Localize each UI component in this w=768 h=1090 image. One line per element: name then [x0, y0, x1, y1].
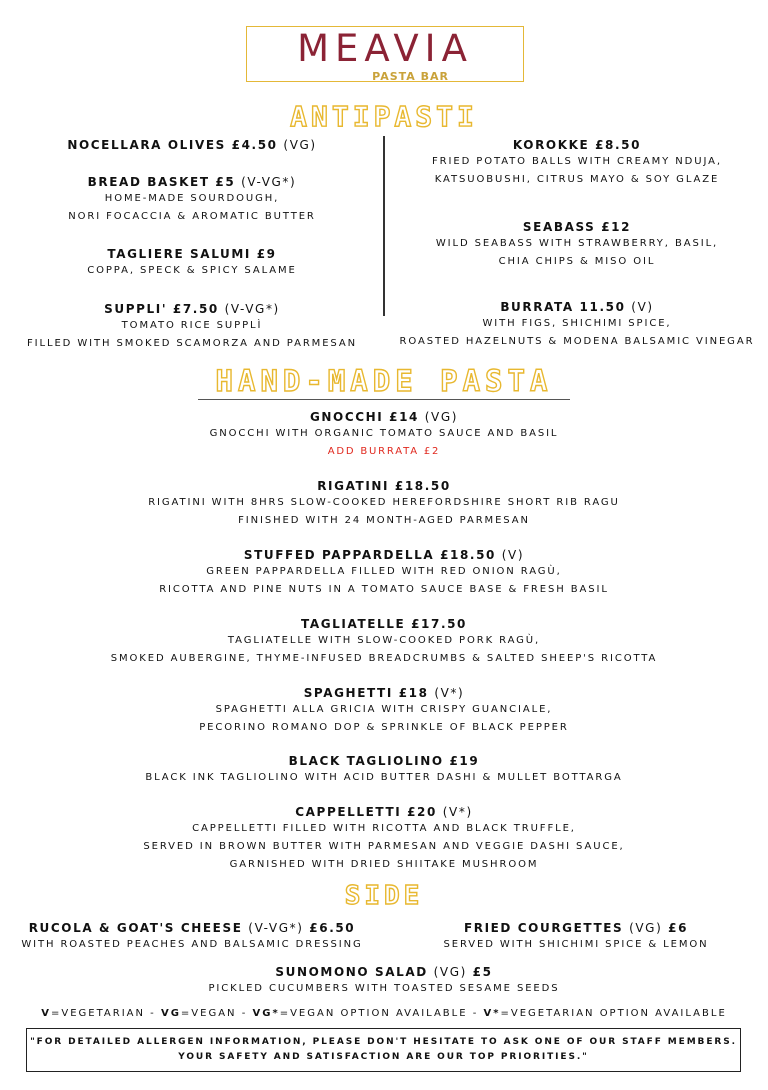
item-description: GNOCCHI WITH ORGANIC TOMATO SAUCE AND BASIL: [209, 428, 559, 439]
item-name: [0, 964, 768, 980]
restaurant-logo: [246, 26, 524, 82]
legend-key: VG*: [252, 1008, 280, 1019]
menu-item: [0, 753, 768, 787]
item-description: WITH FIGS, SHICHIMI SPICE,: [482, 318, 672, 329]
item-name-text: GNOCCHI £14: [309, 410, 419, 424]
allergen-note-line-1: "FOR DETAILED ALLERGEN INFORMATION, PLEASE DON'T HESITATE TO ASK ONE OF OUR STAFF MEMBERS.: [30, 1037, 737, 1047]
menu-item: [0, 174, 384, 226]
item-name: [0, 616, 768, 632]
item-name-text: KOROKKE £8.50: [512, 138, 642, 152]
item-name-text: RUCOLA & GOAT'S CHEESE: [28, 921, 243, 935]
item-description: RICOTTA AND PINE NUTS IN A TOMATO SAUCE BASE & FRESH BASIL: [159, 584, 609, 595]
item-description: CAPPELLETTI FILLED WITH RICOTTA AND BLACK TRUFFLE,: [192, 823, 576, 834]
item-description: BLACK INK TAGLIOLINO WITH ACID BUTTER DASHI & MULLET BOTTARGA: [145, 772, 623, 783]
item-description: FILLED WITH SMOKED SCAMORZA AND PARMESAN: [27, 338, 357, 349]
legend-text: VEGETARIAN OPTION AVAILABLE: [510, 1008, 727, 1019]
item-diet-tag: (VG): [433, 965, 467, 979]
legend-text: VEGAN OPTION AVAILABLE: [290, 1008, 468, 1019]
item-description: FRIED POTATO BALLS WITH CREAMY NDUJA,: [432, 156, 722, 167]
menu-item: [0, 804, 768, 874]
legend-separator: -: [467, 1008, 484, 1019]
item-name: [0, 804, 768, 820]
item-name: [0, 301, 384, 317]
item-description: FINISHED WITH 24 MONTH-AGED PARMESAN: [238, 515, 530, 526]
menu-item: [0, 685, 768, 737]
item-description: CHIA CHIPS & MISO OIL: [498, 256, 656, 267]
dietary-legend: [0, 1008, 768, 1019]
item-diet-tag: (V): [501, 548, 525, 562]
item-name-text: BLACK TAGLIOLINO £19: [288, 754, 480, 768]
item-description: PICKLED CUCUMBERS WITH TOASTED SESAME SEEDS: [208, 983, 560, 994]
item-name-text: BREAD BASKET £5: [87, 175, 236, 189]
menu-item: [386, 299, 768, 351]
item-name-text: FRIED COURGETTES: [463, 921, 624, 935]
item-name: [0, 137, 384, 153]
legend-key: VG: [160, 1008, 181, 1019]
menu-item: [0, 137, 384, 153]
item-diet-tag: (V): [631, 300, 654, 314]
legend-key: V*: [483, 1008, 501, 1019]
item-description: SPAGHETTI ALLA GRICIA WITH CRISPY GUANCIALE,: [215, 704, 553, 715]
item-name-text: NOCELLARA OLIVES £4.50: [67, 138, 278, 152]
menu-item: [0, 920, 384, 954]
item-name-text: SEABASS £12: [522, 220, 632, 234]
item-addon: ADD BURRATA £2: [327, 446, 441, 457]
item-name: [0, 246, 384, 262]
item-description: WITH ROASTED PEACHES AND BALSAMIC DRESSING: [21, 939, 363, 950]
legend-text: VEGETARIAN: [61, 1008, 145, 1019]
item-description: NORI FOCACCIA & AROMATIC BUTTER: [68, 211, 316, 222]
item-name-text: SUNOMONO SALAD: [275, 965, 428, 979]
allergen-note-line-2: YOUR SAFETY AND SATISFACTION ARE OUR TOP PRIORITIES.": [178, 1052, 589, 1062]
column-divider: [383, 136, 385, 316]
menu-item: [384, 920, 768, 954]
item-name: [0, 920, 384, 936]
item-description: WILD SEABASS WITH STRAWBERRY, BASIL,: [435, 238, 719, 249]
item-description: SERVED IN BROWN BUTTER WITH PARMESAN AND VEGGIE DASHI SAUCE,: [143, 841, 625, 852]
item-description: GREEN PAPPARDELLA FILLED WITH RED ONION RAGÙ,: [206, 566, 562, 577]
allergen-note-box: [26, 1028, 741, 1072]
item-description: RIGATINI WITH 8HRS SLOW-COOKED HEREFORDSHIRE SHORT RIB RAGU: [148, 497, 620, 508]
legend-equals: =: [279, 1008, 291, 1019]
legend-text: VEGAN: [191, 1008, 237, 1019]
item-description: GARNISHED WITH DRIED SHIITAKE MUSHROOM: [229, 859, 539, 870]
item-name: [0, 174, 384, 190]
item-name: [386, 299, 768, 315]
item-description: PECORINO ROMANO DOP & SPRINKLE OF BLACK PEPPER: [199, 722, 569, 733]
menu-item: [386, 219, 768, 271]
menu-item: [0, 616, 768, 668]
item-name-text: TAGLIATELLE £17.50: [300, 617, 467, 631]
item-name: [0, 753, 768, 769]
item-name-text: SUPPLI' £7.50: [104, 302, 219, 316]
item-name: [386, 219, 768, 235]
item-name: [0, 478, 768, 494]
item-description: SMOKED AUBERGINE, THYME-INFUSED BREADCRUMBS & SALTED SHEEP'S RICOTTA: [110, 653, 658, 664]
item-diet-tag: (V-VG*): [248, 921, 304, 935]
menu-item: [0, 301, 384, 353]
item-price: £5: [472, 965, 493, 979]
item-diet-tag: (V-VG*): [224, 302, 280, 316]
item-name-text: TAGLIERE SALUMI £9: [107, 247, 277, 261]
menu-item: [0, 547, 768, 599]
item-name-text: RIGATINI £18.50: [317, 479, 451, 493]
pasta-title-underline: [198, 399, 570, 400]
legend-separator: -: [236, 1008, 253, 1019]
item-name: [386, 137, 768, 153]
menu-item: [0, 478, 768, 530]
item-name-text: BURRATA 11.50: [500, 300, 626, 314]
section-title-side: SIDE: [344, 881, 424, 911]
item-diet-tag: (VG): [283, 138, 317, 152]
item-price: £6.50: [309, 921, 356, 935]
menu-item: [386, 137, 768, 189]
item-description: COPPA, SPECK & SPICY SALAME: [87, 265, 297, 276]
item-description: SERVED WITH SHICHIMI SPICE & LEMON: [443, 939, 709, 950]
logo-wordmark: MEAVIA: [297, 27, 473, 70]
item-description: HOME-MADE SOURDOUGH,: [104, 193, 280, 204]
item-diet-tag: (VG): [629, 921, 663, 935]
menu-item: [0, 964, 768, 998]
legend-equals: =: [50, 1008, 62, 1019]
item-price: £6: [668, 921, 689, 935]
item-diet-tag: (VG): [424, 410, 459, 424]
item-diet-tag: (V*): [442, 805, 473, 819]
item-name-text: SPAGHETTI £18: [303, 686, 429, 700]
item-description: TOMATO RICE SUPPLÌ: [121, 320, 263, 331]
legend-separator: -: [144, 1008, 161, 1019]
menu-item: [0, 409, 768, 460]
section-title-antipasti: ANTIPASTI: [290, 100, 478, 133]
item-name: [384, 920, 768, 936]
item-name: [0, 547, 768, 563]
legend-key: V: [41, 1008, 51, 1019]
section-title-pasta: HAND-MADE PASTA: [215, 364, 553, 398]
legend-equals: =: [180, 1008, 192, 1019]
item-description: TAGLIATELLE WITH SLOW-COOKED PORK RAGÙ,: [227, 635, 541, 646]
item-diet-tag: (V*): [434, 686, 465, 700]
item-name-text: STUFFED PAPPARDELLA £18.50: [243, 548, 496, 562]
item-diet-tag: (V-VG*): [241, 175, 297, 189]
item-description: ROASTED HAZELNUTS & MODENA BALSAMIC VINEGAR: [399, 336, 755, 347]
legend-equals: =: [500, 1008, 511, 1019]
item-name: [0, 409, 768, 425]
menu-item: [0, 246, 384, 280]
item-name: [0, 685, 768, 701]
item-name-text: CAPPELLETTI £20: [295, 805, 437, 819]
logo-subtitle: PASTA BAR: [372, 70, 449, 83]
item-description: KATSUOBUSHI, CITRUS MAYO & SOY GLAZE: [434, 174, 720, 185]
